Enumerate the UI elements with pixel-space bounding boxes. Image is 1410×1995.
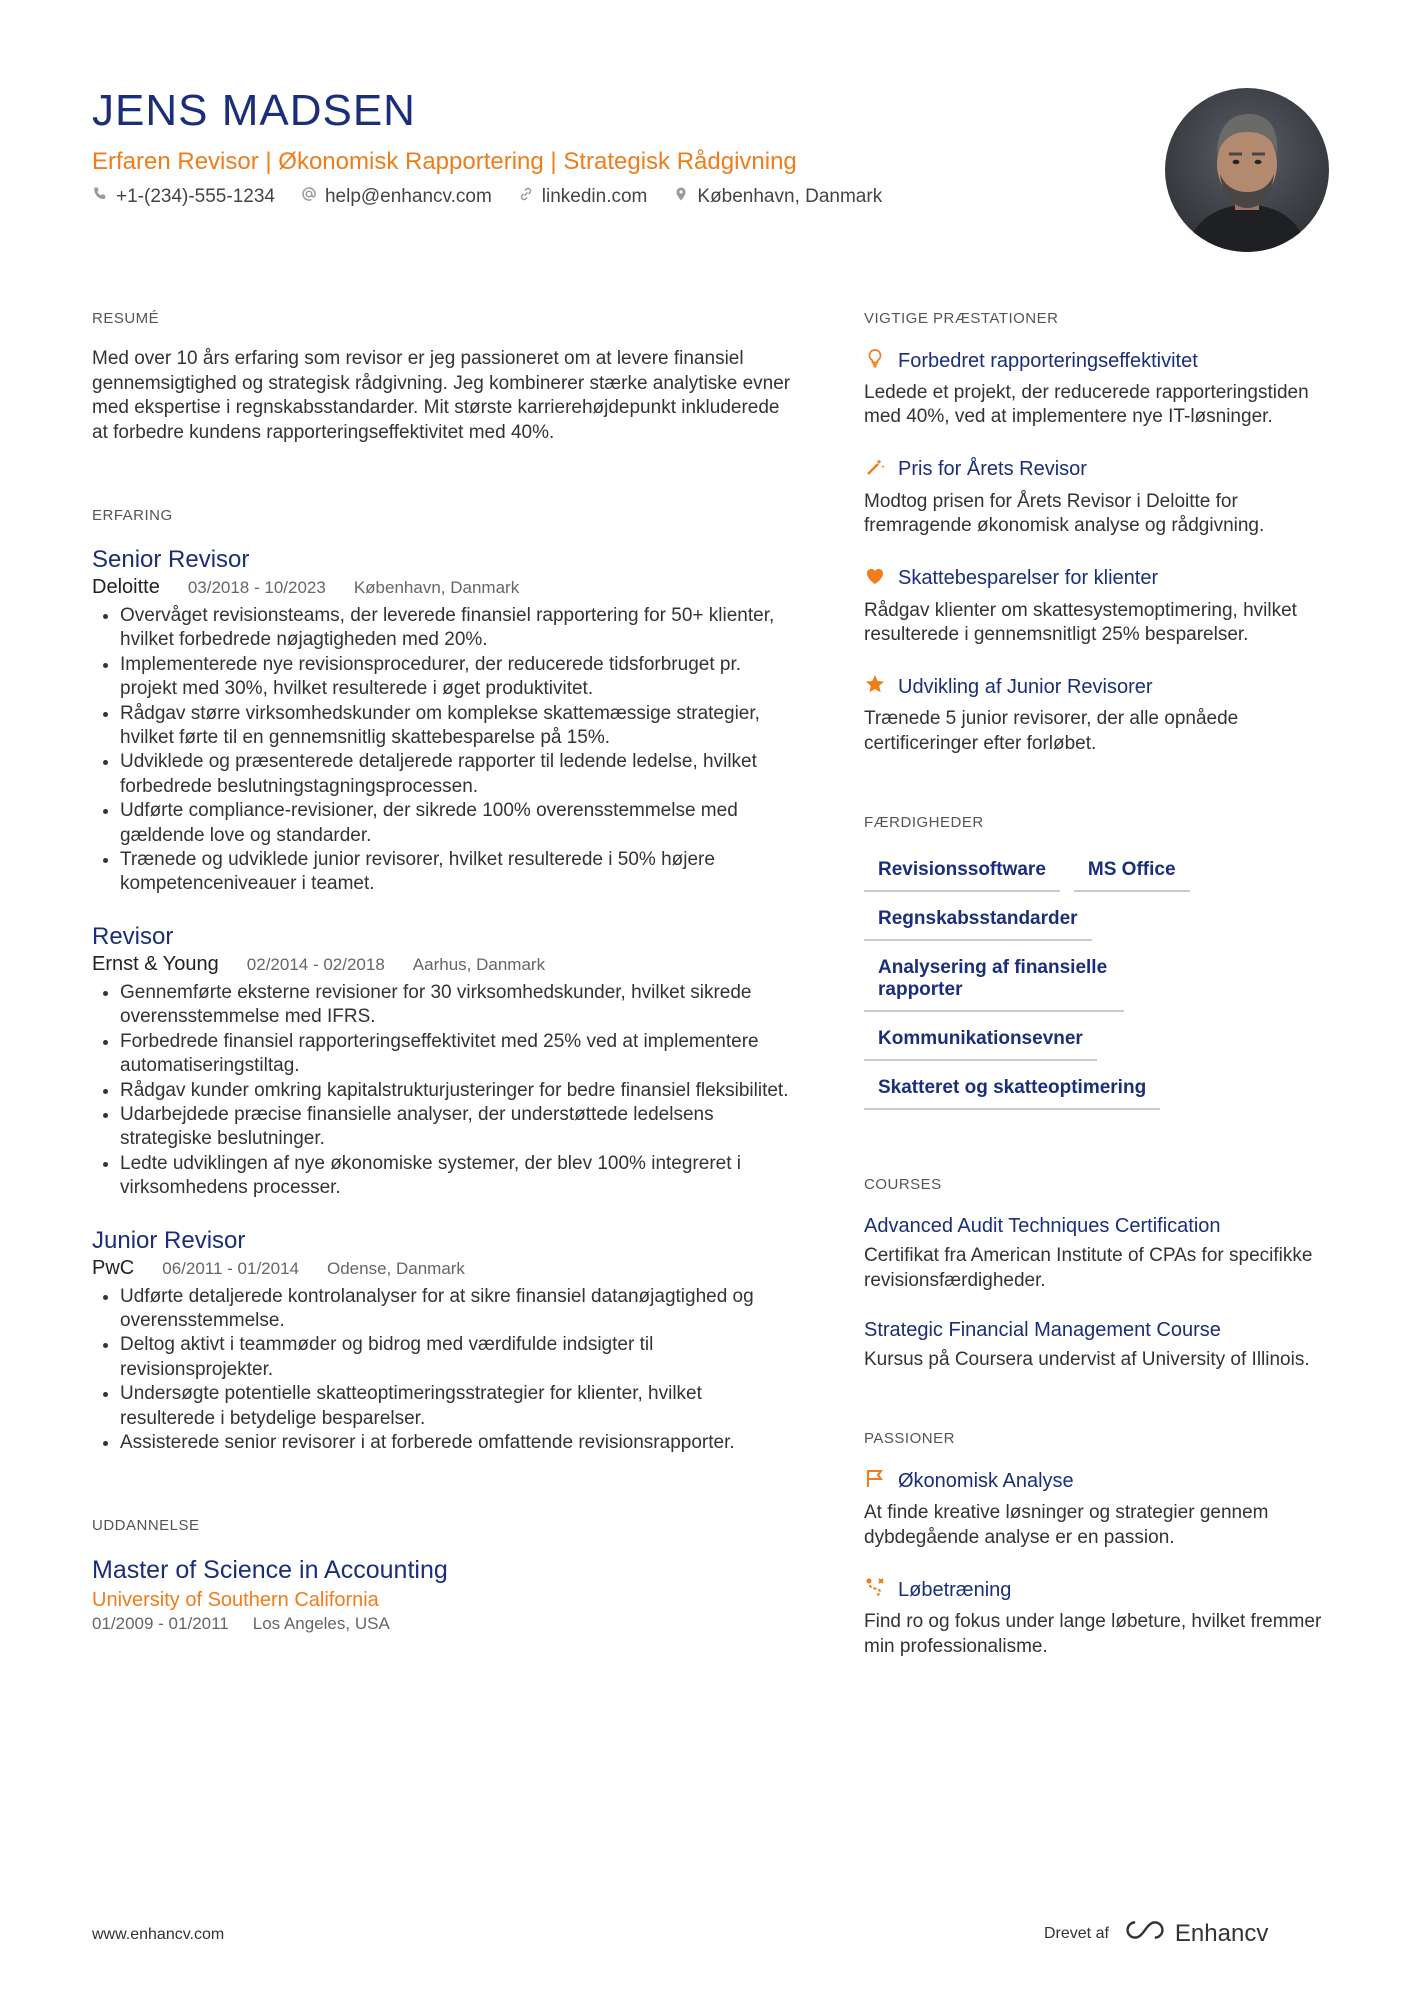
- star-icon: [864, 673, 886, 701]
- job-location: København, Danmark: [353, 578, 520, 597]
- bullet-item: • Rådgav kunder omkring kapitalstrukturjusteringer for bedre finansiel fleksibilitet.: [120, 1079, 792, 1103]
- profile-photo: [1165, 88, 1329, 252]
- education-section: [92, 1517, 792, 1634]
- job-location: Odense, Danmark: [326, 1258, 465, 1278]
- achievement-title: Pris for Årets Revisor: [898, 458, 1087, 481]
- company-name: Deloitte: [92, 576, 160, 598]
- achievement-item: [864, 673, 1324, 756]
- achievement-title: Skattebesparelser for klienter: [898, 567, 1159, 590]
- right-column: [864, 310, 1324, 1659]
- contact-location: [673, 186, 882, 208]
- achievements-heading: VIGTIGE PRÆSTATIONER: [864, 310, 1059, 327]
- bullet-item: • Implementerede nye revisionsprocedurer, der reducerede tidsforbruget pr. projekt med 30%, hvilket resulterede i øget produktivitet.: [120, 653, 792, 702]
- experience-heading: ERFARING: [92, 507, 173, 524]
- at-icon: [301, 186, 317, 208]
- phone-icon: [92, 186, 108, 208]
- bullet-item: • Udarbejdede præcise finansielle analyser, der understøttede ledelsens strategiske beslutninger.: [120, 1103, 792, 1152]
- job-dates: 03/2018 - 10/2023: [187, 578, 326, 597]
- education-dates: 01/2009 - 01/2011: [92, 1614, 229, 1634]
- passion-title: Økonomisk Analyse: [898, 1469, 1074, 1492]
- skill-tag: Regnskabsstandarder: [864, 902, 1092, 941]
- left-column: [92, 310, 792, 1634]
- passion-desc: At finde kreative løsninger og strategier gennem dybdegående analyse er en passion.: [864, 1502, 1269, 1548]
- bullet-item: • Udviklede og præsenterede detaljerede rapporter til ledende ledelse, hvilket forbedrede beslutningstagningsprocessen.: [120, 750, 792, 799]
- bullet-item: • Assisterede senior revisorer i at forberede omfattende revisionsrapporter.: [120, 1431, 792, 1455]
- bullet-item: • Udførte detaljerede kontrolanalyser for at sikre finansiel datanøjagtighed og overensstemmelse.: [120, 1285, 792, 1334]
- experience-item: [92, 923, 792, 1201]
- passion-item: [864, 1576, 1324, 1659]
- skills-heading: FÆRDIGHEDER: [864, 814, 984, 832]
- education-heading: UDDANNELSE: [92, 1517, 200, 1535]
- footer-website[interactable]: www.enhancv.com: [92, 1926, 225, 1943]
- contact-phone[interactable]: [92, 186, 275, 208]
- contact-linkedin[interactable]: [518, 186, 648, 208]
- brand-name: Enhancv: [1174, 1919, 1269, 1947]
- education-location: Los Angeles, USA: [252, 1614, 390, 1634]
- achievement-item: [864, 565, 1324, 648]
- course-title: Advanced Audit Techniques Certification: [864, 1215, 1221, 1238]
- passion-title: Løbetræning: [898, 1578, 1012, 1601]
- location-text: København, Danmark: [697, 186, 883, 207]
- link-icon: [518, 186, 534, 208]
- job-bullets: [92, 1285, 792, 1456]
- achievement-desc: Rådgav klienter om skattesystemoptimering, hvilket resulterede i gennemsnitligt 25% besparelser.: [864, 599, 1297, 646]
- skill-tag: Kommunikationsevner: [864, 1022, 1097, 1061]
- candidate-name: JENS MADSEN: [92, 86, 416, 135]
- lightbulb-icon: [864, 347, 886, 375]
- company-name: Ernst & Young: [92, 952, 219, 975]
- brand-logo[interactable]: [1123, 1918, 1268, 1949]
- phone-text: +1-(234)-555-1234: [116, 186, 275, 207]
- contact-email[interactable]: [301, 186, 492, 208]
- job-title: Junior Revisor: [92, 1226, 246, 1254]
- bullet-item: • Udførte compliance-revisioner, der sikrede 100% overensstemmelse med gældende love og standarder.: [120, 799, 792, 848]
- passions-section: [864, 1430, 1324, 1659]
- candidate-tagline: Erfaren Revisor | Økonomisk Rapportering | Strategisk Rådgivning: [92, 148, 797, 175]
- passions-heading: PASSIONER: [864, 1430, 955, 1448]
- bullet-item: • Ledte udviklingen af nye økonomiske systemer, der blev 100% integreret i virksomhedens processer.: [120, 1152, 792, 1201]
- footer-branding: [1044, 1918, 1268, 1949]
- courses-section: [864, 1176, 1324, 1372]
- achievement-title: Udvikling af Junior Revisorer: [898, 675, 1153, 698]
- experience-item: [92, 546, 792, 897]
- summary-text: Med over 10 års erfaring som revisor er jeg passioneret om at levere finansiel gennemsigtighed og strategisk rådgivning. Jeg kombinerer stærke analytiske evner med ekspertise i regnskabsstandarder. Mit største karrierehøjdepunkt inkluderede at forbedre kundens rapporteringseffektivitet med 40%.: [92, 348, 791, 443]
- job-title: Senior Revisor: [92, 546, 250, 573]
- passion-desc: Find ro og fokus under lange løbeture, hvilket fremmer min professionalisme.: [864, 1611, 1322, 1657]
- job-bullets: [92, 604, 792, 897]
- skills-list: [864, 853, 1324, 1110]
- school-name: University of Southern California: [92, 1589, 379, 1612]
- company-name: PwC: [92, 1256, 135, 1279]
- job-dates: 06/2011 - 01/2014: [162, 1258, 299, 1278]
- achievements-section: [864, 310, 1324, 756]
- magic-wand-icon: [864, 456, 886, 484]
- job-location: Aarhus, Danmark: [412, 954, 546, 974]
- skill-tag: Analysering af finansielle rapporter: [864, 951, 1124, 1012]
- course-desc: Kursus på Coursera undervist af University of Illinois.: [864, 1349, 1310, 1371]
- achievement-desc: Ledede et projekt, der reducerede rapporteringstiden med 40%, ved at implementere nye IT-løsninger.: [864, 382, 1309, 428]
- achievement-item: [864, 456, 1324, 539]
- skill-tag: MS Office: [1074, 853, 1190, 892]
- experience-section: [92, 507, 792, 1455]
- achievement-desc: Trænede 5 junior revisorer, der alle opnåede certificeringer efter forløbet.: [864, 708, 1239, 754]
- summary-section: [92, 310, 792, 445]
- running-route-icon: [864, 1576, 886, 1604]
- skills-section: [864, 814, 1324, 1110]
- degree-title: Master of Science in Accounting: [92, 1556, 448, 1585]
- job-title: Revisor: [92, 922, 174, 950]
- course-desc: Certifikat fra American Institute of CPAs for specifikke revisionsfærdigheder.: [864, 1245, 1313, 1291]
- summary-heading: RESUMÉ: [92, 310, 160, 327]
- powered-by-label: Drevet af: [1044, 1924, 1109, 1942]
- email-text: help@enhancv.com: [324, 186, 492, 207]
- bullet-item: • Trænede og udviklede junior revisorer, hvilket resulterede i 50% højere kompetenceniveauer i teamet.: [120, 848, 792, 897]
- course-item: [864, 1215, 1324, 1293]
- location-pin-icon: [673, 186, 689, 208]
- experience-item: [92, 1227, 792, 1456]
- skill-tag: Skatteret og skatteoptimering: [864, 1071, 1160, 1110]
- contact-list: [92, 186, 882, 208]
- achievement-title: Forbedret rapporteringseffektivitet: [898, 349, 1198, 372]
- course-title: Strategic Financial Management Course: [864, 1319, 1221, 1342]
- job-dates: 02/2014 - 02/2018: [246, 954, 385, 974]
- linkedin-text: linkedin.com: [541, 186, 648, 207]
- courses-heading: COURSES: [864, 1176, 942, 1194]
- bullet-item: • Gennemførte eksterne revisioner for 30 virksomhedskunder, hvilket sikrede overensstemmelse med IFRS.: [120, 981, 792, 1030]
- passion-item: [864, 1467, 1324, 1550]
- achievement-item: [864, 347, 1324, 430]
- job-bullets: [92, 981, 792, 1201]
- enhancv-logo-icon: [1123, 1918, 1167, 1949]
- bullet-item: • Rådgav større virksomhedskunder om komplekse skattemæssige strategier, hvilket førte til en gennemsnitlig skattebesparelse på 15%.: [120, 702, 792, 751]
- heart-icon: [864, 565, 886, 593]
- bullet-item: • Undersøgte potentielle skatteoptimeringsstrategier for klienter, hvilket resulterede i betydelige besparelser.: [120, 1382, 792, 1431]
- bullet-item: • Deltog aktivt i teammøder og bidrog med værdifulde indsigter til revisionsprojekter.: [120, 1333, 792, 1382]
- flag-icon: [864, 1467, 886, 1495]
- skill-tag: Revisionssoftware: [864, 853, 1060, 892]
- achievement-desc: Modtog prisen for Årets Revisor i Deloitte for fremragende økonomisk analyse og rådgivning.: [864, 490, 1265, 537]
- bullet-item: • Forbedrede finansiel rapporteringseffektivitet med 25% ved at implementere automatiseringstiltag.: [120, 1030, 792, 1079]
- course-item: [864, 1319, 1324, 1372]
- bullet-item: • Overvåget revisionsteams, der leverede finansiel rapportering for 50+ klienter, hvilket forbedrede nøjagtigheden med 20%.: [120, 604, 792, 653]
